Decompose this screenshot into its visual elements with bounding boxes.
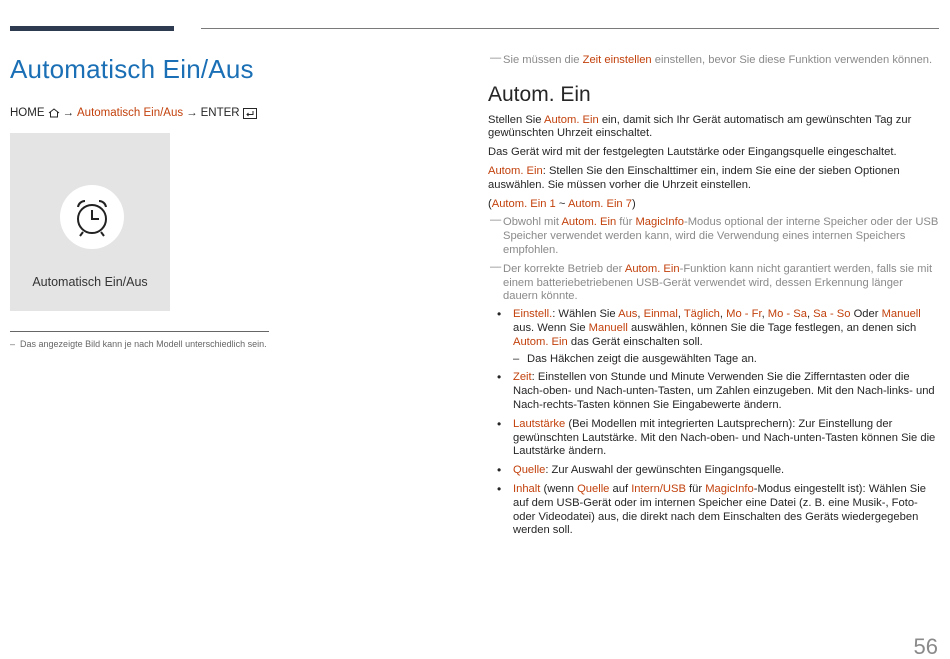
bullet: • [497, 481, 502, 496]
quelle-term: Quelle [513, 464, 546, 477]
footnote-divider [10, 331, 269, 332]
list-text: Oder [850, 308, 882, 321]
sub-item [513, 353, 940, 367]
page-number: 56 [913, 634, 938, 659]
breadcrumb-enter: ENTER [200, 107, 240, 119]
list-text: auswählen, können Sie die Tage festlegen, an denen sich [627, 321, 917, 334]
note-dash: ― [490, 52, 502, 64]
paragraph-text: : Stellen Sie den Einschalttimer ein, indem Sie eine der sieben Optionen auswählen. Sie müssen vorher die Uhrzeit einstellen. [488, 164, 900, 191]
range-paragraph [488, 198, 940, 212]
header-rule [201, 28, 939, 29]
note-text: Der korrekte Betrieb der [503, 262, 625, 275]
option-einmal: Einmal [643, 308, 678, 321]
breadcrumb-home: HOME [10, 107, 45, 119]
breadcrumb [10, 107, 270, 119]
note-magicinfo [488, 216, 940, 257]
sub-item-text: Das Häkchen zeigt die ausgewählten Tage an. [527, 352, 757, 365]
autom-ein-7: Autom. Ein 7 [567, 197, 632, 210]
alarm-clock-icon [70, 195, 114, 239]
autom-ein-term: Autom. Ein [624, 262, 680, 275]
list-text: (Bei Modellen mit integrierten Lautsprechern): Zur Einstellung der gewünschten Lautstärke. Mit den Nach-oben- und Nach-unten-Tasten können Sie die Lautstärke ändern. [513, 417, 936, 458]
paragraph-text: Stellen Sie [488, 113, 544, 126]
bullet: • [497, 370, 502, 385]
list-item-zeit [488, 371, 940, 412]
zeit-einstellen-link[interactable]: Zeit einstellen [582, 54, 652, 66]
list-text: , [806, 308, 814, 321]
breadcrumb-item[interactable]: Automatisch Ein/Aus [77, 107, 184, 119]
thumbnail-icon-circle [60, 185, 124, 249]
list-item-quelle [488, 464, 940, 478]
home-icon [48, 108, 60, 118]
inhalt-term: Inhalt [513, 482, 541, 495]
top-note-text: einstellen, bevor Sie diese Funktion verwenden können. [651, 54, 933, 66]
paragraph [488, 165, 940, 193]
tilde: ~ [555, 197, 568, 210]
autom-ein-term: Autom. Ein [561, 216, 617, 229]
magicinfo-term: MagicInfo [705, 482, 754, 495]
paren: ( [488, 197, 492, 210]
header-bar-thick [10, 26, 174, 31]
list-text: : Zur Auswahl der gewünschten Eingangsquelle. [545, 464, 785, 477]
quelle-term: Quelle [577, 482, 610, 495]
right-column [488, 54, 940, 543]
paragraph [488, 114, 940, 142]
thumbnail-caption: Automatisch Ein/Aus [32, 275, 148, 289]
note-text: -Modus optional der interne Speicher oder der USB Speicher verwendet werden kann, wird die Verwendung eines internen Speichers empfohlen. [503, 216, 939, 256]
list-text: , [637, 308, 644, 321]
option-sa-so: Sa - So [813, 308, 851, 321]
autom-ein-term: Autom. Ein [513, 335, 568, 348]
zeit-term: Zeit [513, 371, 532, 384]
breadcrumb-arrow: → [186, 107, 198, 119]
intern-usb-term: Intern/USB [631, 482, 686, 495]
note-text: Obwohl mit [503, 216, 562, 229]
autom-ein-term: Autom. Ein [543, 113, 599, 126]
option-mo-fr: Mo - Fr [726, 308, 762, 321]
list-text: auf [609, 482, 632, 495]
list-text: aus. Wenn Sie [513, 321, 589, 334]
note-dash: ― [490, 214, 502, 227]
top-note [488, 54, 940, 68]
autom-ein-1: Autom. Ein 1 [491, 197, 556, 210]
bullet: • [497, 463, 502, 478]
list-text: : Wählen Sie [552, 308, 619, 321]
list-text: : Einstellen von Stunde und Minute Verwenden Sie die Zifferntasten oder die Nach-oben- und Nach-unten-Tasten, um Zahlen einzugeben. Mit den Nach-links- und Nach-rechts-Tasten können Sie Eingabewerte ändern. [513, 371, 935, 411]
option-manuell: Manuell [588, 321, 628, 334]
list-text: -Modus eingestellt ist): Wählen Sie auf dem USB-Gerät oder im internen Speicher eine Datei (z. B. eine Musik-, Foto- oder Videodatei) aus, die direkt nach dem Einschalten des Geräts wiedergegeben werden soll. [513, 482, 926, 537]
note-text: -Funktion kann nicht garantiert werden, falls sie mit einem batteriebetriebenen USB-Gerät verwendet wird, dessen Erkennung länger dauern könnte. [503, 262, 933, 303]
sub-dash: – [513, 352, 520, 365]
list-text: , [677, 308, 684, 321]
page-title: Automatisch Ein/Aus [10, 54, 254, 84]
lautstaerke-term: Lautstärke [513, 417, 566, 430]
footnote-dash: – [10, 339, 16, 349]
bullet: • [497, 307, 502, 322]
magicinfo-term: MagicInfo [635, 216, 684, 229]
list-text: (wenn [540, 482, 578, 495]
note-usb [488, 260, 940, 304]
option-list [488, 308, 940, 538]
option-manuell: Manuell [881, 308, 921, 321]
paragraph-text: ein, damit sich Ihr Gerät automatisch am gewünschten Tag zur gewünschten Uhrzeit einschaltet. [488, 113, 912, 140]
top-note-text: Sie müssen die [503, 54, 583, 66]
option-aus: Aus [618, 308, 638, 321]
list-item-lautstaerke [488, 418, 940, 459]
footnote [10, 339, 267, 349]
list-text: , [761, 308, 768, 321]
list-item-einstell [488, 308, 940, 366]
list-text: , [719, 308, 727, 321]
feature-thumbnail [10, 133, 170, 311]
list-text: das Gerät einschalten soll. [567, 335, 703, 348]
left-column [10, 54, 270, 311]
einstell-term: Einstell. [513, 308, 553, 321]
breadcrumb-arrow: → [62, 107, 74, 119]
autom-ein-term: Autom. Ein [488, 164, 543, 177]
list-item-inhalt [488, 483, 940, 538]
option-taeglich: Täglich [683, 308, 720, 321]
paragraph: Das Gerät wird mit der festgelegten Lautstärke oder Eingangsquelle eingeschaltet. [488, 146, 897, 159]
note-text: für [616, 216, 636, 229]
footnote-text: Das angezeigte Bild kann je nach Modell unterschiedlich sein. [20, 339, 267, 349]
option-mo-sa: Mo - Sa [767, 308, 807, 321]
list-text: für [685, 482, 706, 495]
section-title: Autom. Ein [488, 82, 591, 106]
bullet: • [497, 416, 502, 431]
paren: ) [632, 197, 636, 210]
note-dash: ― [490, 260, 502, 273]
enter-icon [243, 108, 257, 119]
